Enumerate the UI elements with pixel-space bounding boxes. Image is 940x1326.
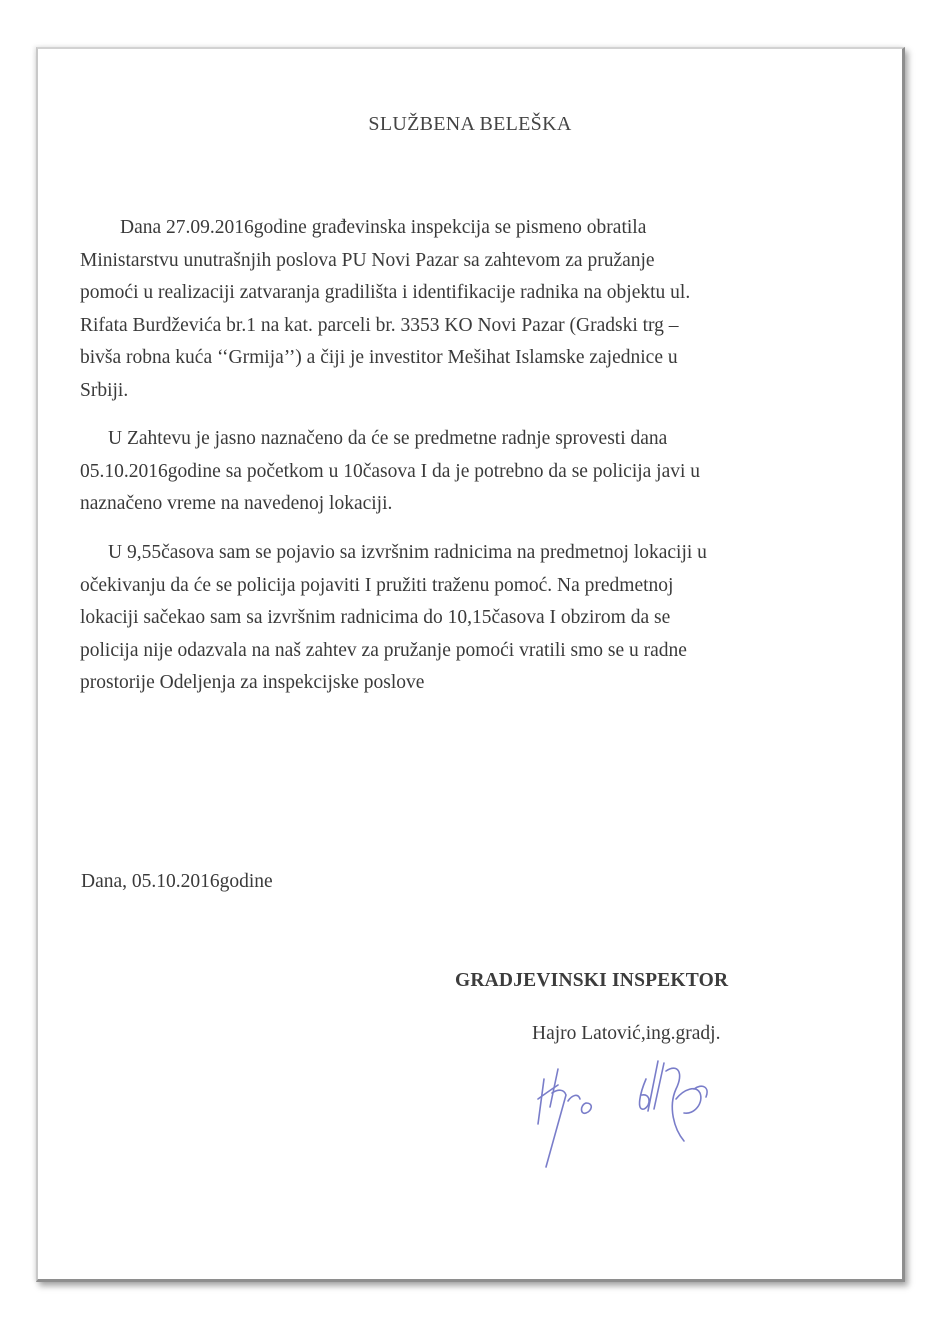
signatory-name: Hajro Latović,ing.gradj. [532, 1023, 721, 1044]
paragraph-line: policija nije odazvala na naš zahtev za pružanje pomoći vratili smo se u radne [80, 639, 687, 661]
paragraph-line: U Zahtevu je jasno naznačeno da će se predmetne radnje sprovesti dana [108, 428, 668, 449]
signatory-title: GRADJEVINSKI INSPEKTOR [455, 970, 729, 991]
paragraph-line: prostorije Odeljenja za inspekcijske poslove [80, 672, 425, 693]
paragraph-3 [80, 537, 880, 700]
paragraph-line: 05.10.2016godine sa početkom u 10časova I da je potrebno da se policija javi u [80, 460, 701, 482]
document-date: Dana, 05.10.2016godine [81, 871, 273, 892]
paragraph-line: Rifata Burdževića br.1 na kat. parceli br. 3353 KO Novi Pazar (Gradski trg – [80, 314, 679, 336]
paragraph-line: pomoći u realizaciji zatvaranja gradilišta i identifikacije radnika na objektu ul. [80, 282, 691, 303]
document-page [36, 47, 905, 1282]
paragraph-2 [80, 423, 880, 521]
handwritten-signature [528, 1049, 768, 1169]
paragraph-line: Dana 27.09.2016godine građevinska inspekcija se pismeno obratila [120, 217, 647, 238]
document-title: SLUŽBENA BELEŠKA [368, 113, 572, 135]
paragraph-line: Srbiji. [80, 379, 129, 401]
paragraph-1 [80, 212, 880, 407]
paragraph-line: bivša robna kuća ‘‘Grmija’’) a čiji je investitor Mešihat Islamske zajednice u [80, 347, 678, 368]
paragraph-line: Ministarstvu unutrašnjih poslova PU Novi Pazar sa zahtevom za pružanje [80, 249, 655, 271]
paragraph-line: očekivanju da će se policija pojaviti I pružiti traženu pomoć. Na predmetnoj [80, 574, 674, 596]
paragraph-line: U 9,55časova sam se pojavio sa izvršnim radnicima na predmetnoj lokaciji u [108, 542, 707, 563]
paragraph-line: lokaciji sačekao sam sa izvršnim radnicima do 10,15časova I obzirom da se [80, 607, 671, 628]
paragraph-line: naznačeno vreme na navedenoj lokaciji. [80, 493, 393, 514]
